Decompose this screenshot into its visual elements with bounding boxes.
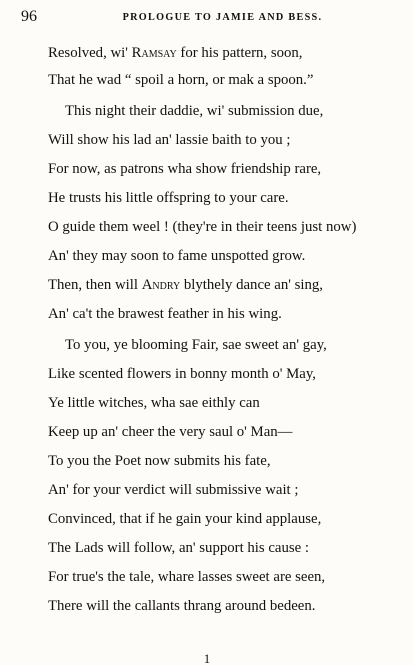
poem-line	[48, 276, 323, 294]
poem-line	[65, 336, 327, 354]
poem-line	[48, 597, 315, 615]
line-text: Keep up an' cheer the very saul o' Man—	[48, 424, 293, 440]
line-text: Then, then will	[48, 277, 142, 293]
line-text: Like scented flowers in bonny month o' May,	[48, 366, 316, 382]
page-header	[21, 8, 396, 30]
poem-line	[48, 247, 305, 265]
line-text: For true's the tale, whare lasses sweet are seen,	[48, 569, 326, 585]
line-text: Will show his lad an' lassie baith to you ;	[48, 132, 291, 148]
signature-mark: 1	[203, 651, 211, 665]
line-text: To you the Poet now submits his fate,	[48, 453, 271, 469]
poem-line	[48, 452, 271, 470]
poem-line	[48, 131, 291, 149]
poem-line	[48, 305, 282, 323]
poem-line	[48, 394, 260, 412]
line-text: The Lads will follow, an' support his cause :	[48, 540, 310, 556]
line-text: O guide them weel ! (they're in their teens just now)	[48, 219, 357, 235]
poem-line	[48, 218, 356, 236]
line-text: To you, ye blooming Fair, sae sweet an' gay,	[65, 337, 327, 353]
small-caps-name: Ramsay	[131, 45, 177, 61]
line-text: An' ca't the brawest feather in his wing.	[48, 306, 282, 322]
line-text: That he wad “ spoil a horn, or mak a spoon.”	[48, 72, 314, 88]
line-text: He trusts his little offspring to your care.	[48, 190, 289, 206]
line-text: This night their daddie, wi' submission due,	[65, 103, 324, 119]
poem-line	[48, 568, 325, 586]
poem-line	[48, 189, 289, 207]
poem-line	[48, 160, 321, 178]
line-text: There will the callants thrang around bedeen.	[48, 598, 316, 614]
poem-line	[48, 539, 309, 557]
poem-line	[48, 510, 321, 528]
line-text: Resolved, wi'	[48, 45, 132, 61]
line-text: Convinced, that if he gain your kind applause,	[48, 511, 322, 527]
poem-line	[48, 44, 302, 62]
poem-line	[65, 102, 323, 120]
poem-line	[48, 71, 313, 89]
running-head: PROLOGUE TO JAMIE AND BESS.	[122, 12, 323, 23]
line-text: An' for your verdict will submissive wait ;	[48, 482, 299, 498]
page-number: 96	[21, 8, 37, 25]
poem-line	[48, 481, 298, 499]
poem-line	[48, 365, 316, 383]
small-caps-name: Andry	[141, 277, 181, 293]
line-text-continued: for his pattern, soon,	[176, 45, 303, 61]
line-text: Ye little witches, wha sae eithly can	[48, 395, 260, 411]
line-text: For now, as patrons wha show friendship rare,	[48, 161, 322, 177]
poem-line	[48, 423, 292, 441]
line-text: An' they may soon to fame unspotted grow.	[48, 248, 306, 264]
line-text-continued: blythely dance an' sing,	[180, 277, 323, 293]
